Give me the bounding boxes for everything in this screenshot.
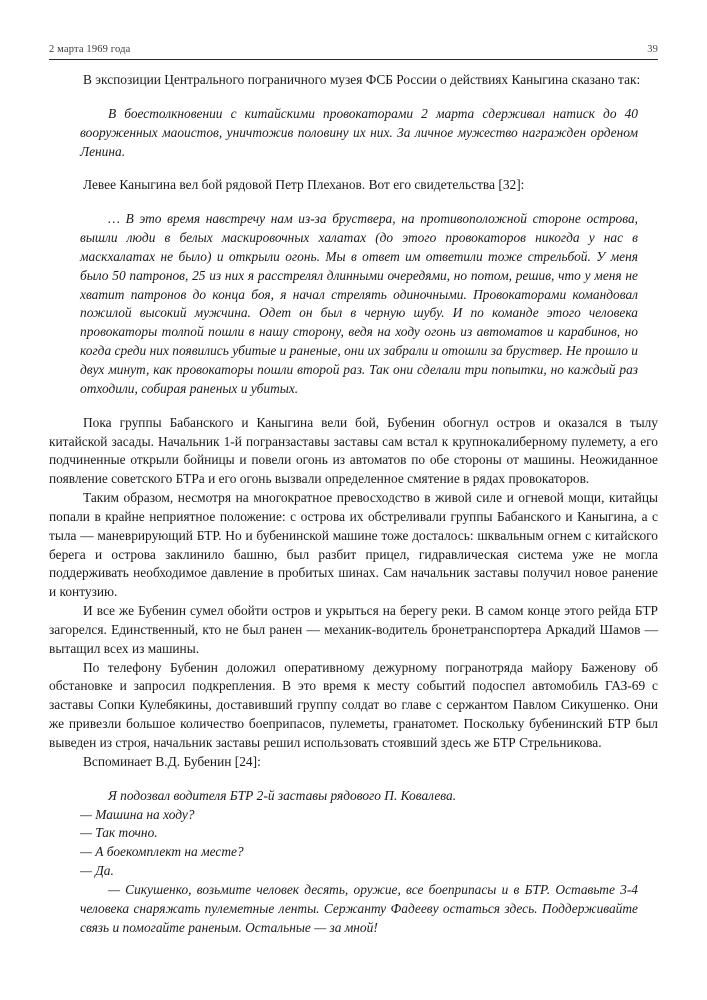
dialogue-line: — Так точно. [80, 825, 158, 841]
running-head-title: 2 марта 1969 года [49, 44, 131, 55]
paragraph-vspominaet: Вспоминает В.Д. Бубенин [24]: [83, 753, 261, 769]
page-number: 39 [647, 44, 658, 55]
blockquote-museum-text: В боестолкновении с китайскими провокаторами 2 марта сдерживал натиск до 40 вооруженных маоистов, уничтожив половину их них. За личное мужество награжден орденом Ленина. [80, 105, 638, 159]
paragraph-intro: В экспозиции Центрального пограничного музея ФСБ России о действиях Каныгина сказано так: [83, 72, 641, 87]
paragraph-chinese-position: Таким образом, несмотря на многократное превосходство в живой силе и огневой мощи, китайцы попали в крайне неприятное положение: с острова их обстреливали группы Бабанского и Каныгина, а с тыла — маневрирующий БТР. Но и бубенинской машине тоже досталось: шквальным огнем с китайского берега и острова заклинило башню, был разбит прицел, гидравлическая система уже не могла поддерживать необходимое давление в пробитых шинах. Сам начальник заставы получил новое ранение и контузию. [49, 490, 658, 600]
blockquote-museum-citation [49, 105, 658, 162]
running-head [49, 44, 658, 59]
paragraph-plehanov-intro: Левее Каныгина вел бой рядовой Петр Плеханов. Вот его свидетельства [32]: [83, 177, 525, 193]
blockquote-plehanov-text: … В это время навстречу нам из-за бруствера, на противоположной стороне острова, вышли люди в белых маскировочных халатах (до этого провокаторов никогда у нас в маскхалатах не было) и открыли огонь. Мы в ответ им ответили тоже стрельбой. У меня было 50 патронов, 25 из них я расстрелял длинными очередями, но потом, решив, что у меня не хватит патронов до конца боя, я начал стрелять одиночными. Провокаторами командовал пожилой высокий мужчина. Одет он был в черную шубу. И по команде этого человека провокаторы толпой пошли в нашу сторону, ведя на ходу огонь из автоматов и карабинов, но когда среди них появились убитые и раненые, они их забрали и отошли за бруствер. Не прошло и двух минут, как провокаторы пошли второй раз. Так они сделали три попытки, но каждый раз отходили, собирая раненых и убитых. [80, 211, 638, 396]
page-body [49, 71, 658, 937]
dialogue-lead: Я подозвал водителя БТР 2-й заставы рядового П. Ковалева. [108, 787, 457, 803]
dialogue-line: — А боекомплект на месте? [80, 844, 244, 860]
dialogue-line: — Да. [80, 863, 114, 879]
blockquote-plehanov-testimony [49, 210, 658, 398]
paragraph-reinforcements: По телефону Бубенин доложил оперативному дежурному погранотряда майору Баженову об обстановке и запросил подкрепления. В это время к месту событий подоспел автомобиль ГАЗ-69 с заставы Сопки Кулебякины, доставивший группу солдат во главе с сержантом Павлом Сикушенко. Они же привезли большое количество боеприпасов, пулеметы, гранатомет. Поскольку бубенинский БТР был выведен из строя, начальник заставы решил использовать стоявший здесь же БТР Стрельникова. [49, 659, 658, 750]
dialogue-line: — Машина на ходу? [80, 806, 195, 822]
blockquote-bubenin-dialogue [49, 787, 658, 938]
paragraph-bubenin-flank: Пока группы Бабанского и Каныгина вели бой, Бубенин обогнул остров и оказался в тылу китайской засады. Начальник 1-й погранзаставы заставы сам встал к крупнокалиберному пулемету, а его подчиненные открыли бойницы и повели огонь из автоматов по обе стороны от машины. Неожиданное появление советского БТРа и его огонь вызвали определенное смятение в рядах провокаторов. [49, 414, 658, 487]
header-rule [49, 59, 658, 60]
dialogue-final-order: — Сикушенко, возьмите человек десять, оружие, все боеприпасы и в БТР. Оставьте 3-4 человека снаряжать пулеметные ленты. Сержанту Фадееву остаться здесь. Поддерживайте связь и помогайте раненым. Остальные — за мной! [80, 881, 638, 935]
paragraph-btr-fire: И все же Бубенин сумел обойти остров и укрыться на берегу реки. В самом конце этого рейда БТР загорелся. Единственный, кто не был ранен — механик-водитель бронетранспортера Аркадий Шамов — вытащил всех из машины. [49, 603, 658, 656]
